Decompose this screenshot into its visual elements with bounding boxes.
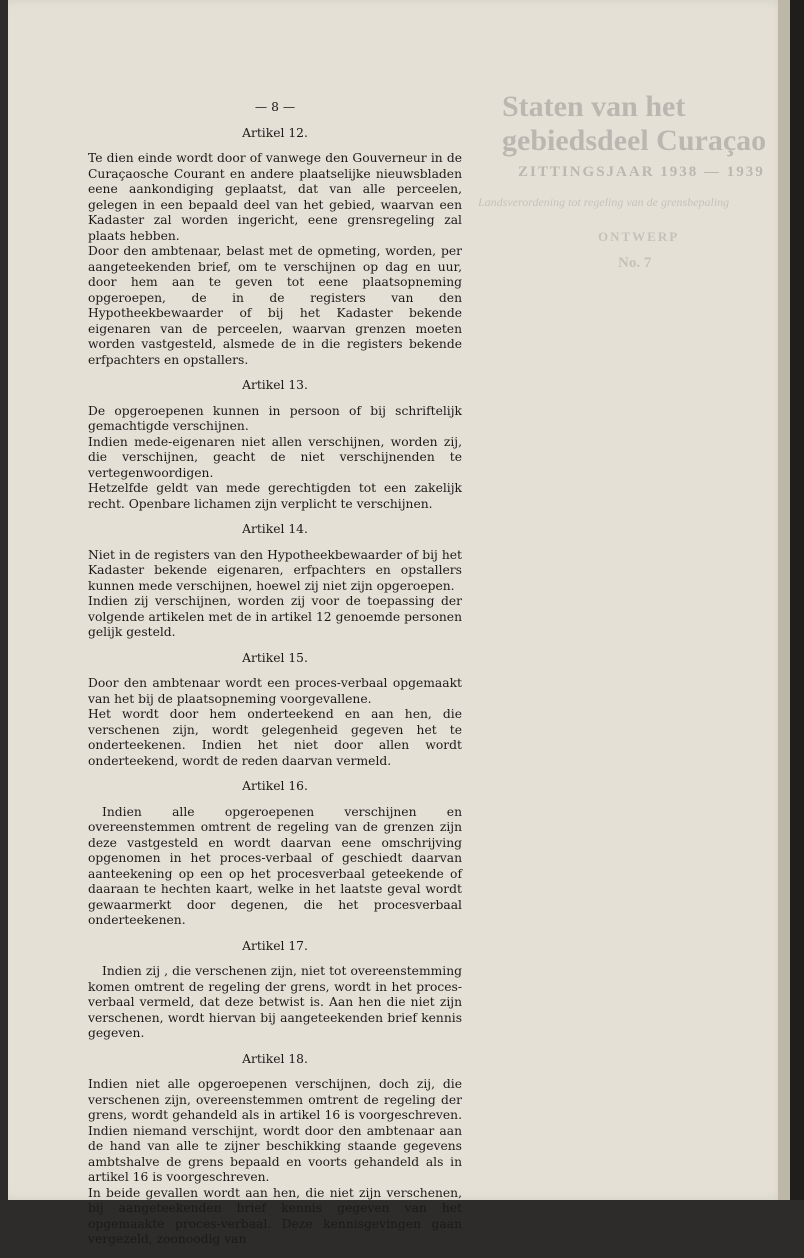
article-heading: Artikel 13. xyxy=(242,378,308,392)
page-content xyxy=(88,100,462,1258)
article-heading: Artikel 16. xyxy=(242,779,308,793)
article-paragraph: Niet in de registers van den Hypotheekbewaarder of bij het Kadaster bekende eigenaren, erfpachters en opstallers kunnen mede verschijnen, hoewel zij niet zijn opgeroepen. xyxy=(88,547,462,593)
article-paragraph: Door den ambtenaar, belast met de opmeting, worden, per aangeteekenden brief, om te verschijnen op dag en uur, door hem aan te geven tot eene plaatsopneming opgeroepen, de in de registers van den Hypotheekbewaarder of bij het Kadaster bekende eigenaren van de perceelen, waarvan grenzen moeten worden vastgesteld, alsmede de in die registers bekende erfpachters en opstallers. xyxy=(88,244,462,367)
article-block xyxy=(88,939,462,1042)
article-paragraph: Indien zij verschijnen, worden zij voor de toepassing der volgende artikelen met de in artikel 12 genoemde personen gelijk gesteld. xyxy=(88,594,462,639)
article-block xyxy=(88,779,462,929)
article-block xyxy=(88,126,462,369)
article-heading: Artikel 12. xyxy=(242,125,308,140)
articles-list xyxy=(88,126,462,1248)
article-heading: Artikel 17. xyxy=(242,938,308,953)
article-block xyxy=(88,1052,462,1248)
article-paragraph: Indien mede-eigenaren niet allen verschijnen, worden zij, die verschijnen, geacht de niet verschijnenden te vertegenwoordigen. xyxy=(88,434,462,480)
bleed-label: ONTWERP xyxy=(598,229,680,244)
article-block xyxy=(88,378,462,512)
bleed-through-text xyxy=(478,90,778,510)
bleed-subtitle: Landsverordening tot regeling van de grensbepaling xyxy=(478,195,730,209)
article-block xyxy=(88,651,462,770)
bleed-session: ZITTINGSJAAR 1938 — 1939 xyxy=(518,164,765,180)
article-paragraph: Hetzelfde geldt van mede gerechtigden tot een zakelijk recht. Openbare lichamen zijn verplicht te verschijnen. xyxy=(88,481,462,511)
bleed-title: Staten van het gebiedsdeel Curaçao xyxy=(502,90,767,157)
article-paragraph: Indien niet alle opgeroepenen verschijnen, doch zij, die verschenen zijn, overeenstemmen omtrent de regeling der grens, wordt gehandeld als in artikel 16 is voorgeschreven. Indien niemand verschijnt, wordt door den ambtenaar aan de hand van alle te zijner beschikking staande gegevens ambtshalve de grens bepaald en voorts gehandeld als in artikel 16 is voorgeschreven. xyxy=(88,1077,462,1184)
article-paragraph: Indien alle opgeroepenen verschijnen en overeenstemmen omtrent de regeling van de grenzen zijn deze vastgesteld en wordt daarvan eene omschrijving opgenomen in het proces-verbaal of geschiedt daarvan aanteekening op een op het procesverbaal geteekende of daaraan te hechten kaart, welke in het laatste geval wordt gewaarmerkt door degenen, die het procesverbaal onderteekenen. xyxy=(88,804,462,927)
article-paragraph: De opgeroepenen kunnen in persoon of bij schriftelijk gemachtigde verschijnen. xyxy=(88,403,462,433)
article-heading: Artikel 15. xyxy=(242,650,308,665)
article-block xyxy=(88,522,462,641)
article-paragraph: Het wordt door hem onderteekend en aan hen, die verschenen zijn, wordt gelegenheid gegeven het te onderteekenen. Indien het niet door allen wordt onderteekend, wordt de reden daarvan vermeld. xyxy=(88,707,462,768)
article-paragraph: Door den ambtenaar wordt een proces-verbaal opgemaakt van het bij de plaatsopneming voorgevallene. xyxy=(88,676,462,706)
page-number: — 8 — xyxy=(254,100,296,114)
bleed-number: No. 7 xyxy=(618,255,652,271)
book-spine xyxy=(778,0,790,1200)
article-paragraph: Indien zij , die verschenen zijn, niet tot overeenstemming komen omtrent de regeling der grens, wordt in het proces-verbaal vermeld, dat deze betwist is. Aan hen die niet zijn verschenen, wordt hiervan bij aangeteekenden brief kennis gegeven. xyxy=(88,964,462,1040)
document-page xyxy=(8,0,786,1246)
article-paragraph: Te dien einde wordt door of vanwege den Gouverneur in de Curaçaosche Courant en andere plaatselijke nieuwsbladen eene aankondiging geplaatst, dat van alle perceelen, gelegen in een bepaald deel van het gebied, waarvan een Kadaster zal worden ingericht, eene grensregeling zal plaats hebben. xyxy=(88,151,462,243)
article-heading: Artikel 14. xyxy=(242,522,308,536)
article-paragraph: In beide gevallen wordt aan hen, die niet zijn verschenen, bij aangeteekenden brief kennis gegeven van het opgemaakte proces-verbaal. Deze kennisgevingen gaan vergezeld, zoonoodig van xyxy=(88,1185,462,1246)
article-heading: Artikel 18. xyxy=(242,1051,308,1066)
page-edge xyxy=(790,0,804,1200)
